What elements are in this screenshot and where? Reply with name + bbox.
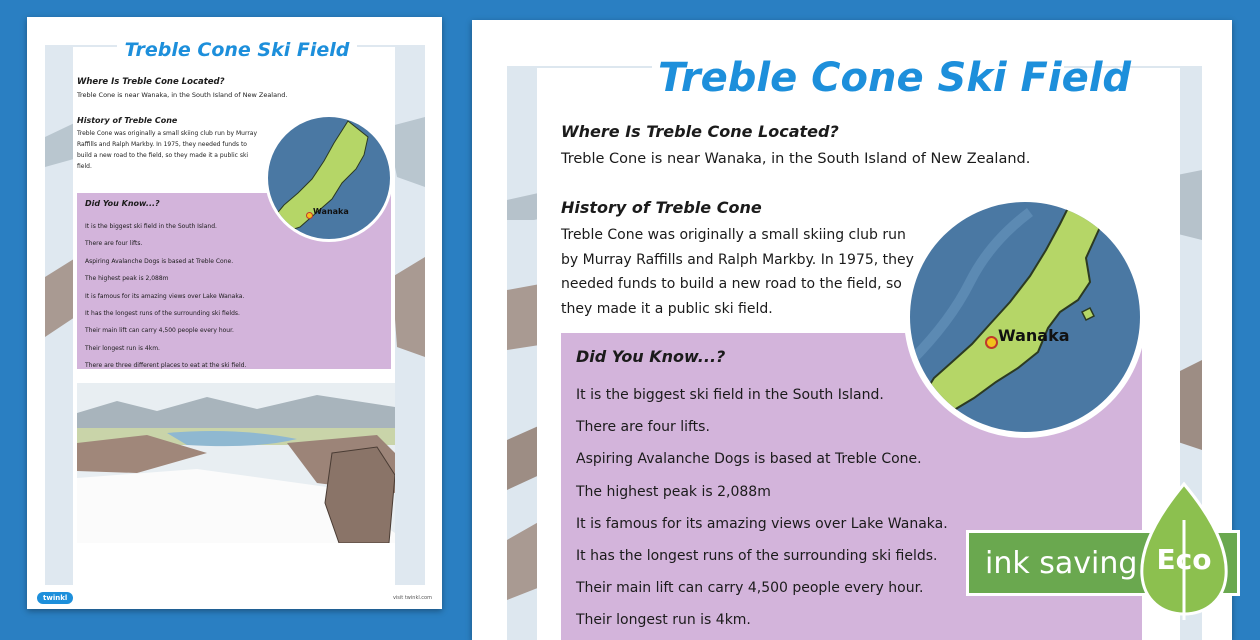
fact-item: Their longest run is 4km.: [576, 612, 751, 629]
did-you-know-heading: Did You Know...?: [576, 347, 726, 366]
map-circle: [904, 196, 1146, 438]
location-text: Treble Cone is near Wanaka, in the South Island of New Zealand.: [561, 151, 1031, 167]
thumbnail-history-line: Treble Cone was originally a small skiing club run by: [77, 130, 235, 137]
thumbnail-fact: There are four lifts.: [85, 240, 143, 248]
nz-south-island-map: [910, 202, 1140, 432]
thumbnail-did-you-know-heading: Did You Know...?: [85, 199, 160, 208]
thumbnail-history-line: they made it a public ski field.: [77, 152, 249, 170]
thumbnail-footer: [27, 587, 442, 609]
thumbnail-fact: It is famous for its amazing views over Lake Wanaka.: [85, 292, 245, 300]
thumbnail-facts-list: [85, 218, 246, 375]
fact-item: It is the biggest ski field in the South Island.: [576, 387, 884, 403]
fact-item: Aspiring Avalanche Dogs is based at Treble Cone.: [576, 451, 922, 468]
thumbnail-history-line: needed funds to build a new road to the field, so: [77, 141, 247, 159]
fact-item: It is famous for its amazing views over Lake Wanaka.: [576, 515, 948, 532]
thumbnail-fact: Aspiring Avalanche Dogs is based at Treble Cone.: [85, 257, 234, 265]
thumbnail-map-circle: [265, 114, 393, 242]
thumbnail-title: Treble Cone Ski Field: [117, 39, 357, 61]
thumbnail-location-text: Treble Cone is near Wanaka, in the South Island of New Zealand.: [77, 91, 288, 99]
wanaka-label: Wanaka: [998, 326, 1070, 345]
thumbnail-history-heading: History of Treble Cone: [77, 116, 178, 125]
thumbnail-fact: It has the longest runs of the surrounding ski fields.: [85, 310, 240, 318]
ink-saving-label: ink saving: [985, 545, 1138, 581]
main-title: Treble Cone Ski Field: [652, 55, 1064, 101]
history-line: needed funds to build a new road to the field, so: [561, 276, 902, 292]
thumbnail-fact: Their longest run is 4km.: [85, 344, 160, 352]
thumbnail-footer-url[interactable]: visit twinkl.com: [392, 595, 432, 601]
fact-item: There are four lifts.: [576, 419, 710, 436]
fact-item: The highest peak is 2,088m: [576, 483, 771, 500]
eco-label: Eco: [1156, 543, 1212, 576]
history-text: [561, 223, 921, 321]
thumbnail-wanaka-marker: [306, 212, 313, 219]
thumbnail-wanaka-label: Wanaka: [313, 207, 349, 216]
twinkl-logo-text: twinkl: [43, 594, 68, 602]
facts-list: [576, 379, 948, 637]
twinkl-logo[interactable]: [37, 592, 73, 604]
thumbnail-landscape-illustration: [77, 383, 395, 543]
thumbnail-fact: It is the biggest ski field in the South Island.: [85, 223, 217, 230]
history-line: Treble Cone was originally a small skiing club run by: [561, 227, 906, 268]
thumbnail-fact: There are three different places to eat at the ski field.: [85, 362, 247, 370]
history-line: Murray Raffills and Ralph Markby. In 1975, they: [582, 251, 914, 268]
thumbnail-history-text: [77, 128, 262, 172]
wanaka-marker: [985, 336, 998, 349]
thumbnail-location-heading: Where Is Treble Cone Located?: [77, 77, 225, 87]
thumbnail-history-line: Murray Raffills and Ralph Markby. In 1975, they: [77, 130, 258, 148]
thumbnail-nz-map: [268, 117, 390, 239]
fact-item: Their main lift can carry 4,500 people every hour.: [576, 580, 924, 597]
thumbnail-fact: Their main lift can carry 4,500 people every hour.: [85, 327, 234, 335]
thumbnail-sheet: [27, 17, 442, 609]
thumbnail-fact: The highest peak is 2,088m: [85, 275, 169, 283]
fact-item: It has the longest runs of the surrounding ski fields.: [576, 548, 938, 565]
history-line: they made it a public ski field.: [561, 300, 773, 317]
location-heading: Where Is Treble Cone Located?: [561, 122, 839, 141]
history-heading: History of Treble Cone: [561, 198, 762, 217]
